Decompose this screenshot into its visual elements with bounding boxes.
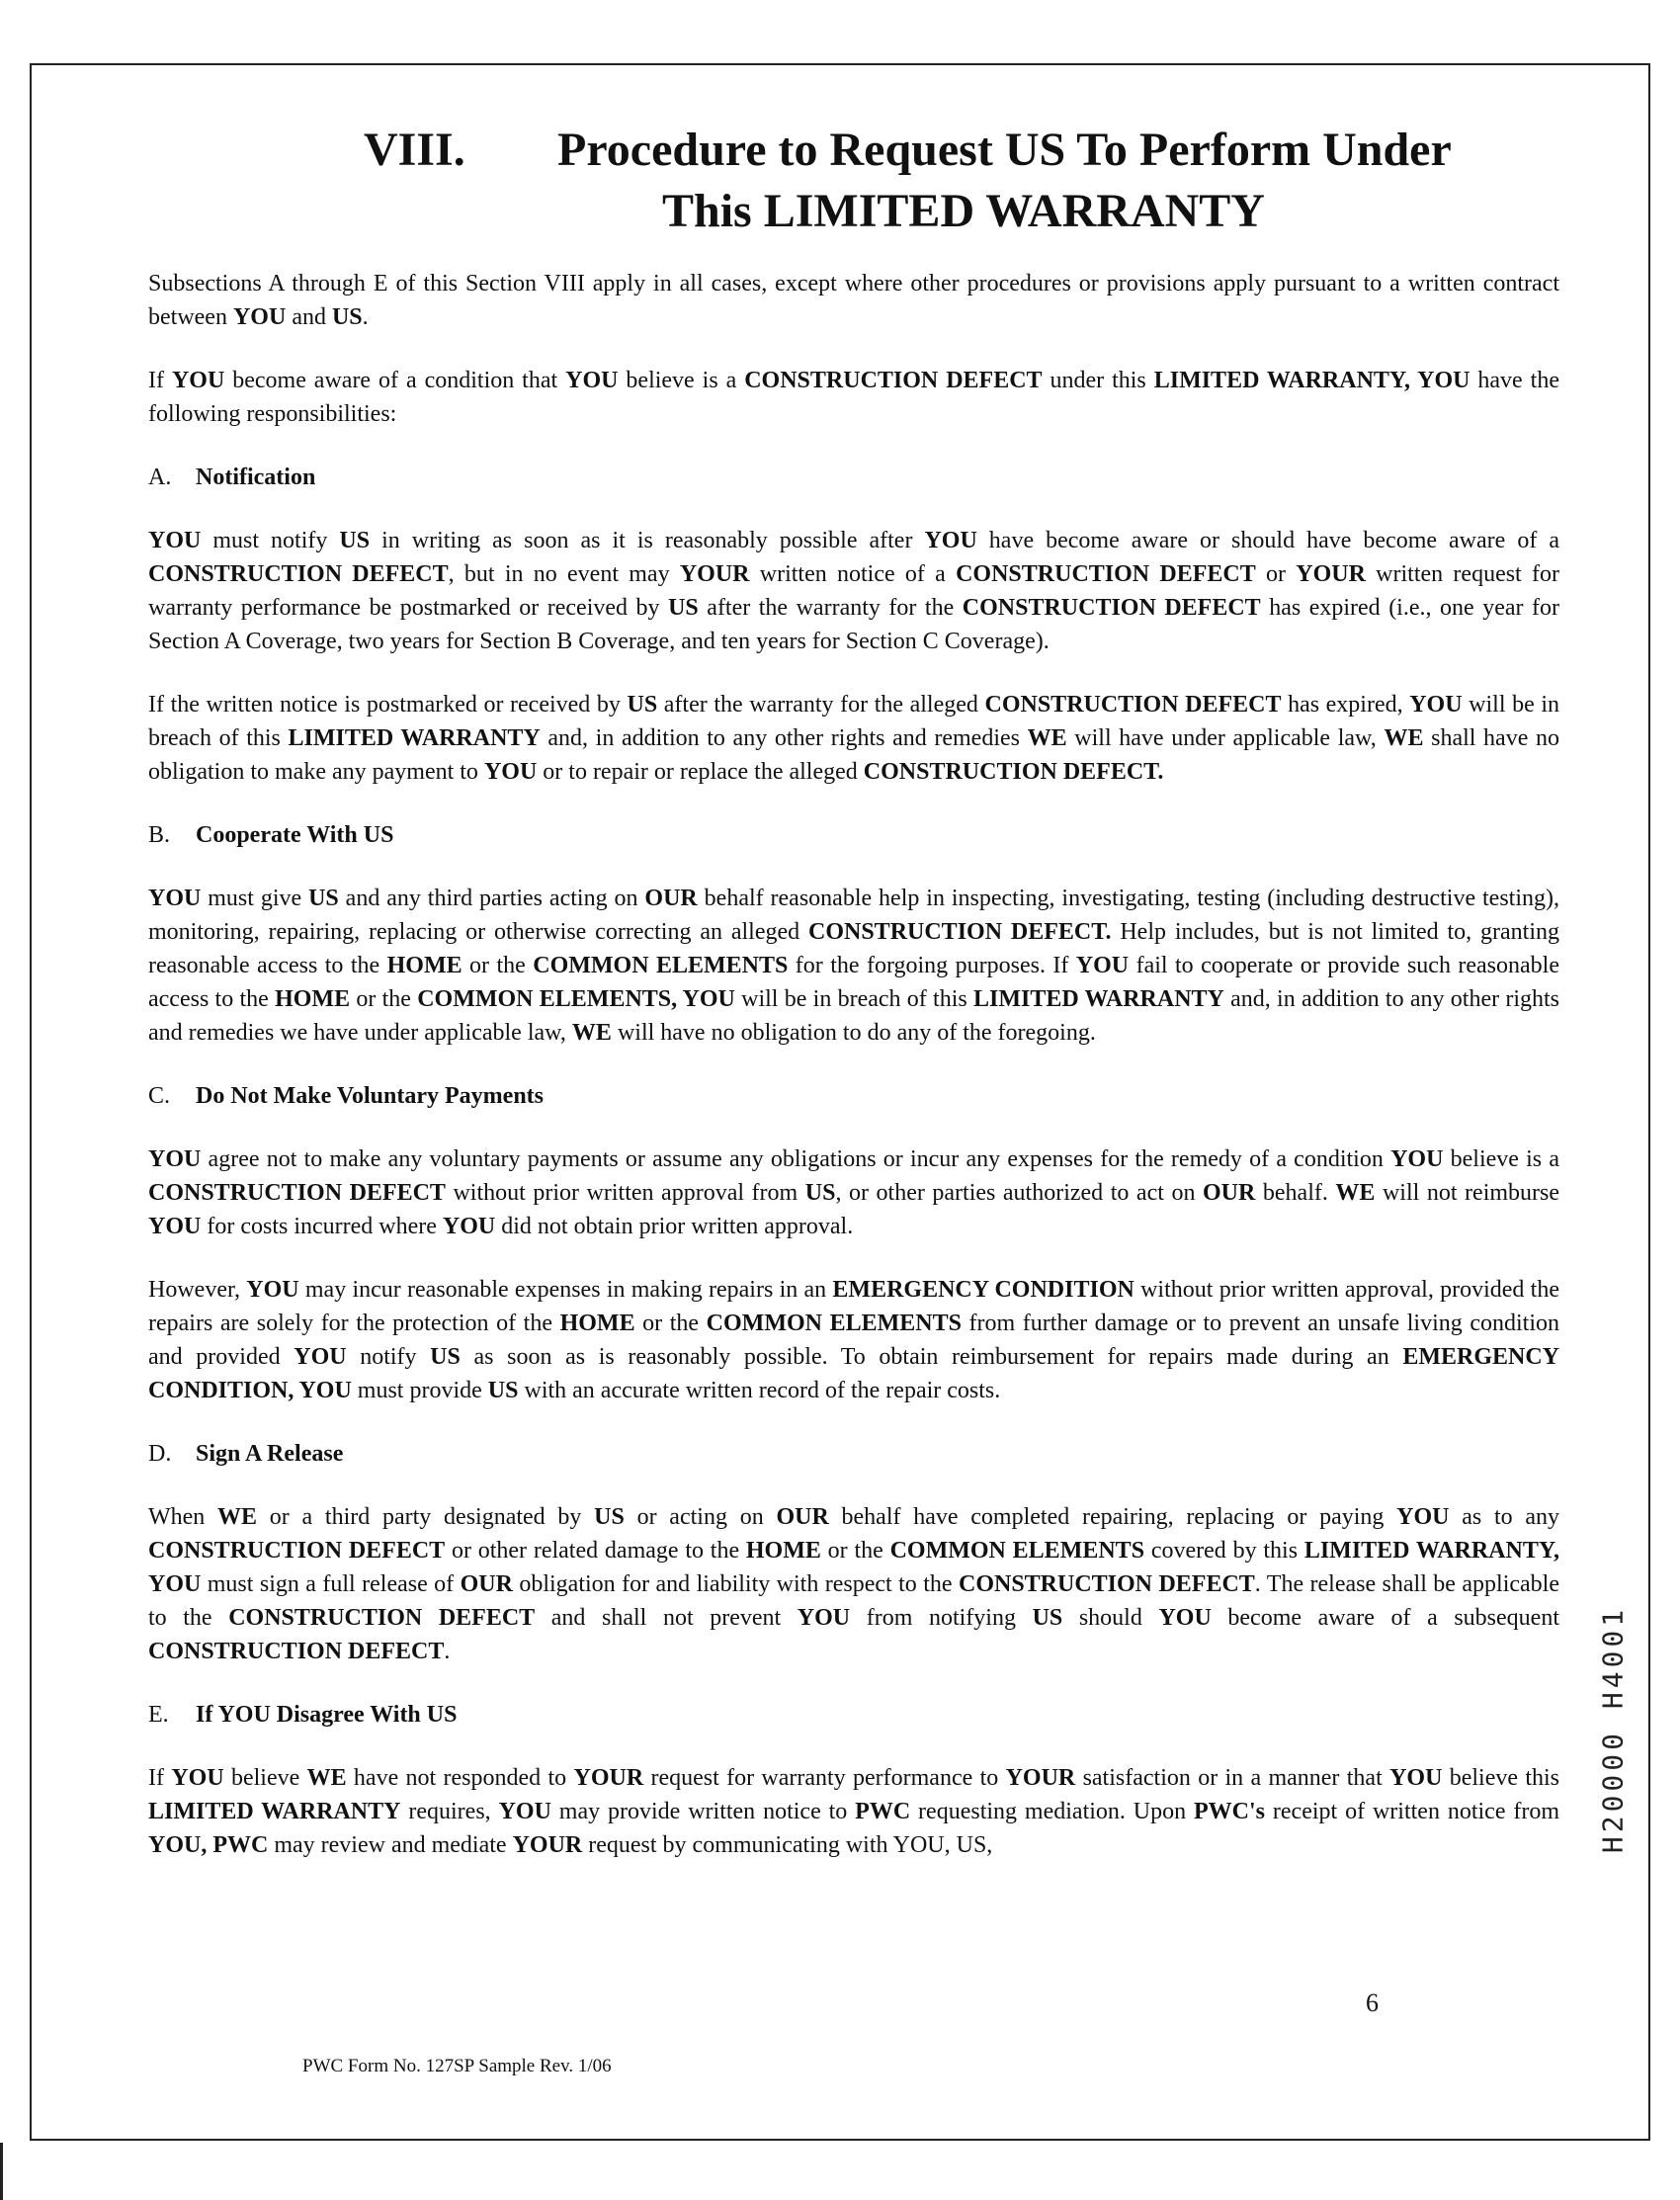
subsection-letter: C.: [148, 1083, 171, 1109]
text-run: must sign a full release of: [201, 1571, 461, 1597]
subsection-heading: [148, 461, 1559, 494]
defined-term: YOU: [246, 1277, 299, 1303]
defined-term: COMMON ELEMENTS: [533, 953, 789, 978]
defined-term: WE: [217, 1504, 258, 1530]
defined-term: YOU: [1390, 1146, 1444, 1172]
subsection-title: Notification: [196, 465, 316, 490]
subsection-heading: [148, 818, 1559, 852]
text-run: , but in no event may: [448, 561, 680, 587]
defined-term: COMMON ELEMENTS: [706, 1311, 962, 1336]
text-run: has expired,: [1281, 692, 1410, 718]
defined-term: HOME: [386, 953, 462, 978]
text-run: will not reimburse: [1375, 1180, 1560, 1206]
defined-term: YOU, PWC: [148, 1832, 269, 1858]
defined-term: US: [308, 886, 339, 911]
subsection-title: Cooperate With US: [196, 822, 394, 848]
text-run: have the following responsibilities:: [148, 368, 1559, 427]
subsection-heading: [148, 1079, 1559, 1113]
paragraph: [148, 1761, 1559, 1862]
section-title-line-2: This LIMITED WARRANTY: [662, 185, 1265, 237]
text-run: as soon as is reasonably possible. To obtain reimbursement for repairs made during an: [460, 1344, 1403, 1370]
defined-term: COMMON ELEMENTS: [889, 1538, 1145, 1564]
defined-term: CONSTRUCTION DEFECT: [958, 1571, 1255, 1597]
text-run: If the written notice is postmarked or received by: [148, 692, 628, 718]
text-run: as to any: [1449, 1504, 1560, 1530]
defined-term: CONSTRUCTION DEFECT.: [808, 919, 1112, 945]
text-run: written notice of a: [749, 561, 957, 587]
paragraph: [148, 882, 1559, 1050]
defined-term: YOU: [294, 1344, 347, 1370]
text-run: or the: [462, 953, 534, 978]
defined-term: HOME: [745, 1538, 821, 1564]
defined-term: LIMITED WARRANTY, YOU: [1153, 368, 1470, 393]
defined-term: YOU: [483, 759, 538, 785]
text-run: or the: [820, 1538, 890, 1564]
defined-term: YOU: [1158, 1605, 1212, 1631]
text-run: receipt of written notice from: [1265, 1799, 1560, 1824]
subsection-title: If YOU Disagree With US: [196, 1702, 458, 1728]
defined-term: YOU: [148, 1146, 202, 1172]
defined-term: YOU: [171, 1765, 224, 1791]
defined-term: WE: [306, 1765, 347, 1791]
text-run: for costs incurred where: [201, 1214, 443, 1239]
text-run: will be in breach of this: [148, 692, 1559, 751]
defined-term: CONSTRUCTION DEFECT: [962, 595, 1261, 621]
text-run: behalf.: [1255, 1180, 1336, 1206]
text-run: must provide: [351, 1378, 488, 1403]
defined-term: YOU: [442, 1214, 496, 1239]
subsection-title: Sign A Release: [196, 1441, 344, 1467]
text-run: or the: [634, 1311, 707, 1336]
paragraph: [148, 364, 1559, 431]
text-run: and, in addition to any other rights and remedies: [540, 725, 1028, 751]
text-run: requires,: [400, 1799, 499, 1824]
text-run: and: [286, 304, 332, 330]
text-run: or acting on: [624, 1504, 777, 1530]
text-run: covered by this: [1144, 1538, 1304, 1564]
text-run: have not responded to: [346, 1765, 574, 1791]
text-run: must give: [201, 886, 309, 911]
subsection-heading: [148, 1698, 1559, 1732]
defined-term: LIMITED WARRANTY: [973, 986, 1224, 1012]
defined-term: CONSTRUCTION DEFECT: [984, 692, 1282, 718]
paragraph: [148, 1500, 1559, 1668]
defined-term: YOUR: [1005, 1765, 1076, 1791]
text-run: obligation for and liability with respect to the: [512, 1571, 959, 1597]
defined-term: WE: [1384, 725, 1424, 751]
defined-term: OUR: [460, 1571, 513, 1597]
text-run: must notify: [201, 528, 340, 553]
defined-term: PWC: [855, 1799, 911, 1824]
section-number: VIII.: [364, 124, 465, 176]
text-run: shall have no obligation to make any payment to: [148, 725, 1559, 785]
defined-term: YOUR: [573, 1765, 644, 1791]
defined-term: YOU: [797, 1605, 851, 1631]
text-run: from notifying: [850, 1605, 1033, 1631]
defined-term: US: [668, 595, 699, 621]
text-run: or: [1255, 561, 1297, 587]
text-run: If: [148, 368, 172, 393]
defined-term: US: [804, 1180, 836, 1206]
defined-term: OUR: [644, 886, 698, 911]
section-title-line-1: Procedure to Request US To Perform Under: [557, 124, 1452, 176]
defined-term: OUR: [776, 1504, 829, 1530]
defined-term: WE: [1335, 1180, 1376, 1206]
text-run: with an accurate written record of the repair costs.: [518, 1378, 1001, 1403]
paragraph: [148, 1142, 1559, 1243]
page-number: 6: [1366, 1988, 1379, 2017]
subsection-title: Do Not Make Voluntary Payments: [196, 1083, 544, 1109]
defined-term: CONSTRUCTION DEFECT: [148, 1538, 446, 1564]
text-run: believe is a: [618, 368, 745, 393]
text-run: request for warranty performance to: [643, 1765, 1006, 1791]
text-run: will have no obligation to do any of the foregoing.: [611, 1020, 1096, 1046]
defined-term: YOUR: [1296, 561, 1366, 587]
defined-term: CONSTRUCTION DEFECT: [228, 1605, 536, 1631]
text-run: and, in addition to any other rights and remedies we have under applicable law,: [148, 986, 1560, 1046]
text-run: , or other parties authorized to act on: [835, 1180, 1203, 1206]
text-run: will be in breach of this: [734, 986, 973, 1012]
defined-term: US: [339, 528, 371, 553]
subsection-letter: E.: [148, 1702, 169, 1728]
defined-term: HOME: [559, 1311, 635, 1336]
defined-term: PWC's: [1194, 1799, 1266, 1824]
text-run: and any third parties acting on: [338, 886, 645, 911]
text-run: without prior written approval from: [445, 1180, 805, 1206]
text-run: However,: [148, 1277, 247, 1303]
defined-term: CONSTRUCTION DEFECT.: [863, 759, 1164, 785]
defined-term: US: [487, 1378, 519, 1403]
defined-term: CONSTRUCTION DEFECT: [148, 1639, 445, 1664]
text-run: become aware of a condition that: [224, 368, 566, 393]
text-run: should: [1062, 1605, 1159, 1631]
text-run: .: [362, 304, 369, 330]
defined-term: WE: [1027, 725, 1067, 751]
defined-term: YOU: [498, 1799, 551, 1824]
text-run: have become aware or should have become aware of a: [976, 528, 1559, 553]
defined-term: LIMITED WARRANTY: [288, 725, 541, 751]
defined-term: YOU: [924, 528, 977, 553]
text-run: in writing as soon as it is reasonably possible after: [370, 528, 925, 553]
text-run: behalf reasonable help in inspecting, investigating, testing (including destructive testing), monitoring, repairing, replacing or otherwise correcting an alleged: [148, 886, 1559, 945]
defined-term: US: [331, 304, 363, 330]
text-run: . The release shall be applicable to the: [148, 1571, 1559, 1631]
defined-term: LIMITED WARRANTY: [148, 1799, 401, 1824]
defined-term: HOME: [275, 986, 351, 1012]
form-footer: PWC Form No. 127SP Sample Rev. 1/06: [302, 2056, 612, 2076]
paragraph: [148, 688, 1559, 789]
defined-term: LIMITED WARRANTY, YOU: [148, 1538, 1560, 1597]
text-run: or to repair or replace the alleged: [537, 759, 864, 785]
defined-term: YOU: [565, 368, 619, 393]
text-run: from further damage or to prevent an unsafe living condition and provided: [148, 1311, 1560, 1370]
defined-term: CONSTRUCTION DEFECT: [148, 561, 449, 587]
text-run: has expired (i.e., one year for Section A Coverage, two years for Section B Coverage, and ten years for Section C Coverage).: [148, 595, 1559, 654]
text-run: If: [148, 1765, 172, 1791]
text-run: satisfaction or in a manner that: [1075, 1765, 1390, 1791]
text-run: request by communicating with YOU, US,: [582, 1832, 993, 1858]
text-run: after the warranty for the alleged: [657, 692, 985, 718]
text-run: notify: [346, 1344, 431, 1370]
text-run: or other related damage to the: [445, 1538, 746, 1564]
defined-term: WE: [571, 1020, 612, 1046]
text-run: written request for warranty performance be postmarked or received by: [148, 561, 1559, 621]
text-run: after the warranty for the: [698, 595, 963, 621]
defined-term: US: [627, 692, 658, 718]
text-run: believe this: [1442, 1765, 1560, 1791]
subsection-heading: [148, 1437, 1559, 1471]
defined-term: YOU: [148, 528, 202, 553]
defined-term: YOUR: [679, 561, 750, 587]
text-run: Subsections A through E of this Section VIII apply in all cases, except where other procedures or provisions apply pursuant to a written contract between: [148, 271, 1559, 330]
defined-term: YOU: [232, 304, 287, 330]
defined-term: YOU: [1075, 953, 1130, 978]
document-body: [148, 267, 1559, 1892]
defined-term: CONSTRUCTION DEFECT: [148, 1180, 446, 1206]
text-run: without prior written approval, provided the repairs are solely for the protection of the: [148, 1277, 1559, 1336]
text-run: did not obtain prior written approval.: [495, 1214, 854, 1239]
text-run: and shall not prevent: [535, 1605, 798, 1631]
side-code-text: H20000 H4001: [1596, 1605, 1630, 1854]
text-run: When: [148, 1504, 218, 1530]
defined-term: COMMON ELEMENTS, YOU: [417, 986, 735, 1012]
text-run: or a third party designated by: [257, 1504, 595, 1530]
text-run: believe: [223, 1765, 307, 1791]
side-document-code: [1593, 1601, 1633, 1858]
text-run: for the forgoing purposes. If: [788, 953, 1076, 978]
text-run: agree not to make any voluntary payments or assume any obligations or incur any expenses for the remedy of a condition: [201, 1146, 1391, 1172]
margin-mark: [0, 2143, 3, 2200]
subsection-letter: A.: [148, 465, 172, 490]
subsection-letter: D.: [148, 1441, 172, 1467]
text-run: .: [444, 1639, 451, 1664]
defined-term: YOU: [171, 368, 225, 393]
paragraph: [148, 524, 1559, 658]
defined-term: CONSTRUCTION DEFECT: [744, 368, 1043, 393]
defined-term: YOU: [1389, 1765, 1443, 1791]
defined-term: US: [1032, 1605, 1063, 1631]
defined-term: US: [430, 1344, 461, 1370]
text-run: requesting mediation. Upon: [910, 1799, 1195, 1824]
text-run: behalf have completed repairing, replacing or paying: [828, 1504, 1397, 1530]
text-run: fail to cooperate or provide such reasonable access to the: [148, 953, 1559, 1012]
text-run: may review and mediate: [268, 1832, 513, 1858]
paragraph: [148, 267, 1559, 334]
defined-term: OUR: [1203, 1180, 1256, 1206]
paragraph: [148, 1273, 1559, 1407]
defined-term: EMERGENCY CONDITION, YOU: [148, 1344, 1560, 1403]
text-run: or the: [350, 986, 418, 1012]
text-run: become aware of a subsequent: [1211, 1605, 1559, 1631]
text-run: Help includes, but is not limited to, granting reasonable access to the: [148, 919, 1559, 978]
subsection-letter: B.: [148, 822, 171, 848]
defined-term: YOU: [148, 1214, 202, 1239]
text-run: may incur reasonable expenses in making repairs in an: [298, 1277, 833, 1303]
text-run: under this: [1042, 368, 1154, 393]
defined-term: EMERGENCY CONDITION: [832, 1277, 1134, 1303]
defined-term: YOUR: [512, 1832, 583, 1858]
defined-term: YOU: [1409, 692, 1463, 718]
defined-term: US: [594, 1504, 625, 1530]
text-run: will have under applicable law,: [1066, 725, 1385, 751]
defined-term: CONSTRUCTION DEFECT: [956, 561, 1256, 587]
defined-term: YOU: [1396, 1504, 1450, 1530]
text-run: may provide written notice to: [550, 1799, 856, 1824]
text-run: believe is a: [1443, 1146, 1560, 1172]
defined-term: YOU: [148, 886, 202, 911]
